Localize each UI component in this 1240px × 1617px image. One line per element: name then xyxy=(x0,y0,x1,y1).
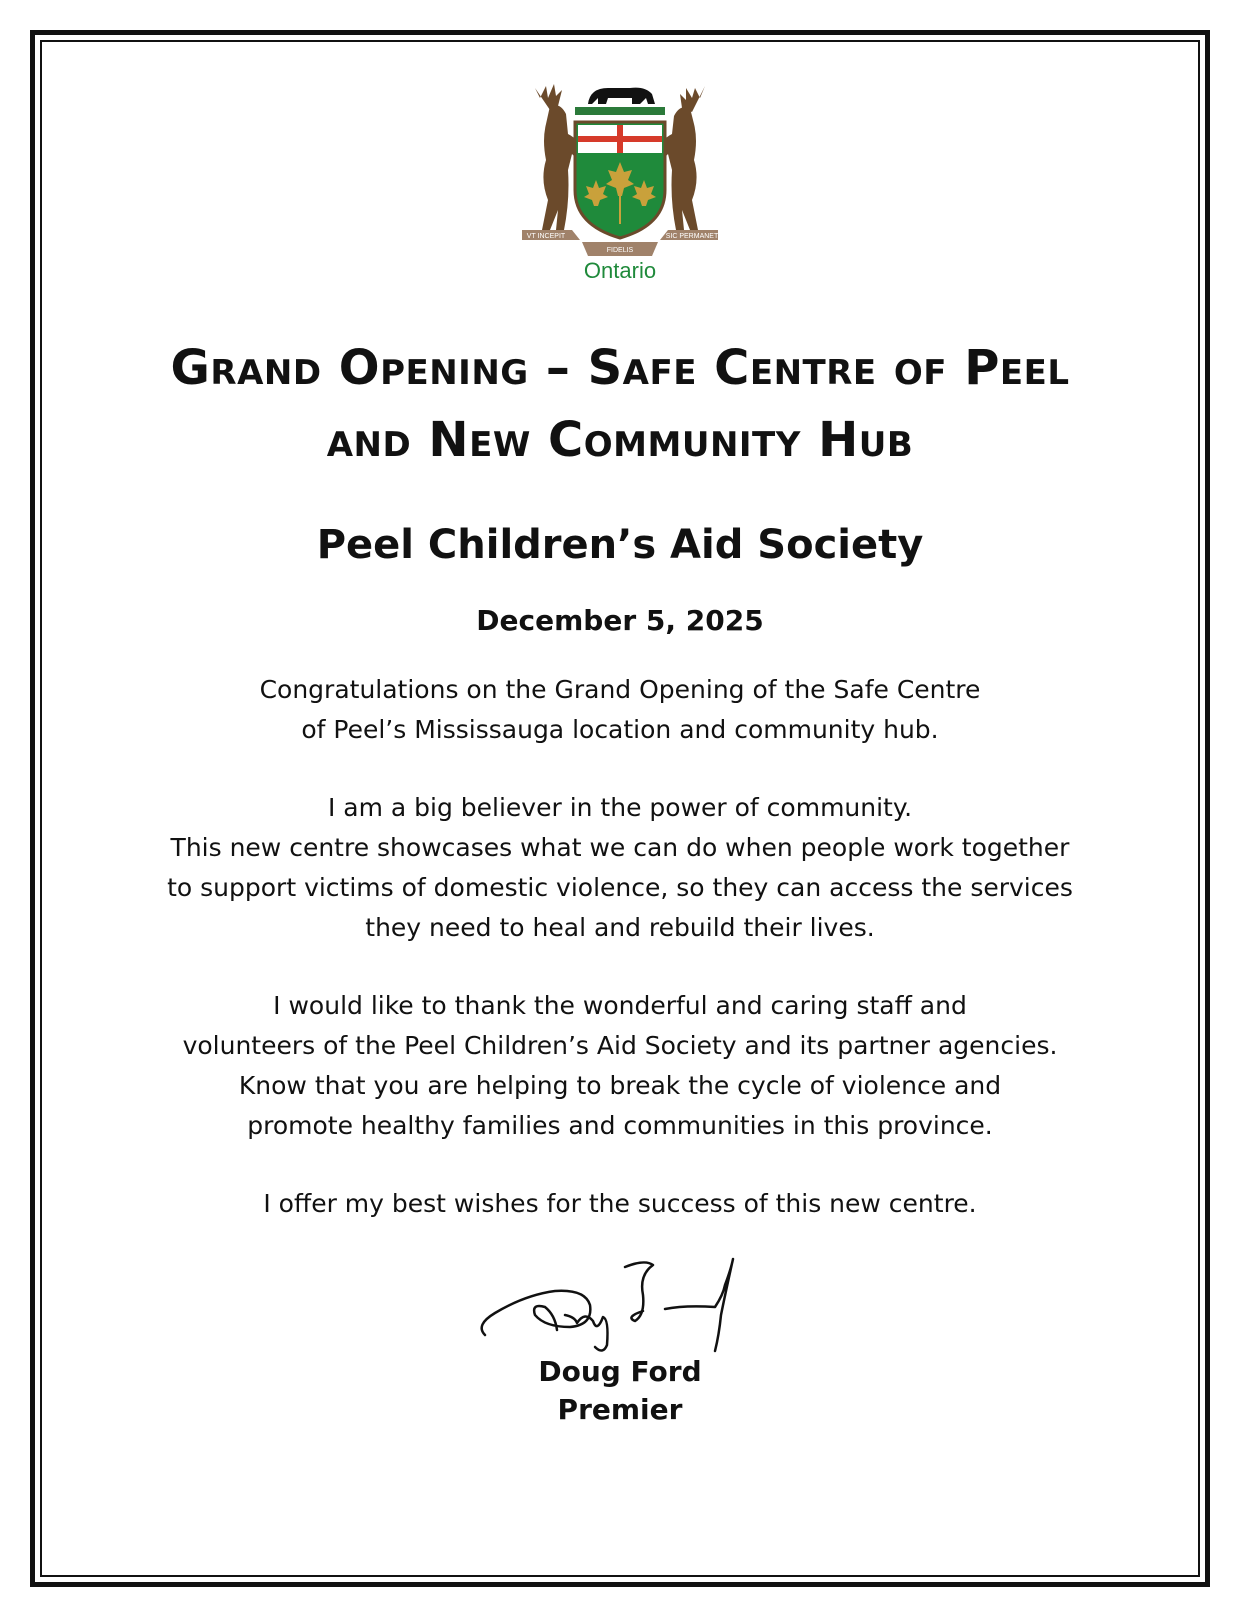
paragraph-line: to support victims of domestic violence, so they can access the services xyxy=(167,873,1073,902)
motto-center-text: FIDELIS xyxy=(606,247,634,254)
document-title xyxy=(60,332,1180,476)
organization-name: Peel Children’s Aid Society xyxy=(316,522,924,568)
paragraph-3 xyxy=(80,986,1160,1146)
paragraph-line: Know that you are helping to break the cycle of violence and xyxy=(238,1071,1002,1100)
paragraph-4 xyxy=(80,1184,1160,1224)
crest-wreath xyxy=(575,107,665,115)
paragraph-line: This new centre showcases what we can do when people work together xyxy=(170,833,1070,862)
paragraph-line: of Peel’s Mississauga location and community hub. xyxy=(301,715,939,744)
paragraph-1 xyxy=(80,670,1160,750)
paragraph-line: Congratulations on the Grand Opening of the Safe Centre xyxy=(259,675,981,704)
handwritten-signature xyxy=(475,1255,765,1365)
title-line-2: and New Community Hub xyxy=(326,412,914,468)
title-line-1: Grand Opening – Safe Centre of Peel xyxy=(170,340,1070,396)
motto-right-text: SIC PERMANET xyxy=(665,233,719,240)
letter-body xyxy=(80,670,1160,1262)
paragraph-line: they need to heal and rebuild their lives. xyxy=(365,913,875,942)
signer-name: Doug Ford xyxy=(538,1355,702,1388)
paragraph-line: promote healthy families and communities in this province. xyxy=(247,1111,993,1140)
st-george-cross-vertical xyxy=(617,125,623,153)
signer-block xyxy=(60,1353,1180,1429)
paragraph-line: I am a big believer in the power of community. xyxy=(327,793,913,822)
paragraph-2 xyxy=(80,788,1160,948)
paragraph-line: I would like to thank the wonderful and caring staff and xyxy=(273,991,967,1020)
motto-left-text: VT INCEPIT xyxy=(526,233,566,240)
paragraph-line: I offer my best wishes for the success of this new centre. xyxy=(263,1189,977,1218)
signer-role: Premier xyxy=(557,1393,683,1426)
ontario-coat-of-arms-logo xyxy=(520,80,720,290)
paragraph-line: volunteers of the Peel Children’s Aid Society and its partner agencies. xyxy=(182,1031,1058,1060)
bear-icon xyxy=(588,88,655,104)
ontario-wordmark: Ontario xyxy=(583,258,657,283)
letter-date: December 5, 2025 xyxy=(476,604,764,637)
